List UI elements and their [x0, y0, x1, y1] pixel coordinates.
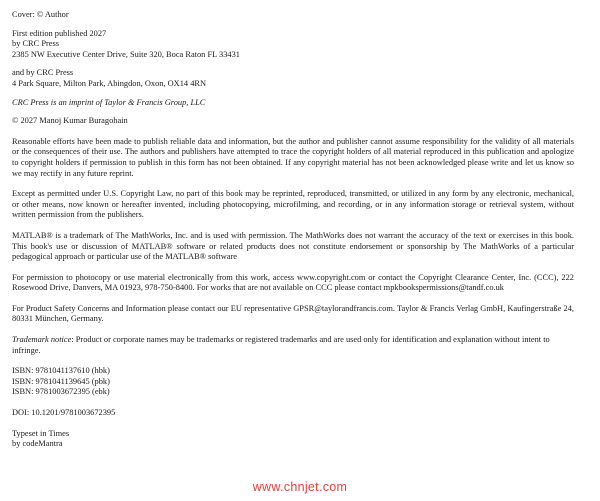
- copyright-page: [12, 10, 574, 450]
- trademark-notice-paragraph: [12, 335, 574, 356]
- uk-publisher-line: and by CRC Press: [12, 68, 74, 78]
- typeset-font-line: Typeset in Times: [12, 428, 70, 438]
- doi-line: DOI: 10.1201/9781003672395: [12, 408, 116, 418]
- publisher-line: by CRC Press: [12, 39, 60, 49]
- imprint-statement: CRC Press is an imprint of Taylor & Francis Group, LLC: [12, 97, 206, 107]
- permissions-paragraph: For permission to photocopy or use material electronically from this work, access www.copyright.com or contact the Copyright Clearance Center, Inc. (CCC), 222 Rosewood Drive, Danvers, MA 01923, 978-750-8400. For works that are not available on CCC please contact mpkbookspermissions@tandf.co.uk: [12, 272, 574, 293]
- product-safety-paragraph: For Product Safety Concerns and Information please contact our EU representative GPSR@taylorandfrancis.com. Taylor & Francis Verlag GmbH, Kaufingerstraße 24, 80331 München, Germany.: [12, 303, 574, 324]
- uk-address-line: 4 Park Square, Milton Park, Abingdon, Oxon, OX14 4RN: [12, 78, 207, 88]
- site-watermark: www.chnjet.com: [252, 480, 348, 494]
- copyright-law-paragraph: Except as permitted under U.S. Copyright Law, no part of this book may be reprinted, reproduced, transmitted, or utilized in any form by any electronic, mechanical, or other means, now known or hereafter invented, including photocopying, microfilming, and recording, or in any information storage or retrieval system, without written permission from the publishers.: [12, 189, 574, 220]
- edition-line: First edition published 2027: [12, 28, 107, 38]
- uk-address-block: [12, 68, 574, 89]
- isbn-hbk: ISBN: 9781041137610 (hbk): [12, 366, 110, 376]
- copyright-notice: © 2027 Manoj Kumar Buragohain: [12, 116, 128, 126]
- reasonable-efforts-paragraph: Reasonable efforts have been made to publish reliable data and information, but the author and publisher cannot assume responsibility for the validity of all materials or the consequences of their use. The authors and publishers have attempted to trace the copyright holders of all material reproduced in this publication and apologize to copyright holders if permission to publish in this form has not been obtained. If any copyright material has not been acknowledged please write and let us know so we may rectify in any future reprint.: [12, 136, 574, 178]
- cover-credit: Cover: © Author: [12, 10, 69, 19]
- typeset-block: [12, 429, 574, 450]
- isbn-list: [12, 366, 574, 398]
- isbn-pbk: ISBN: 9781041139645 (pbk): [12, 376, 110, 386]
- trademark-notice-label: Trademark notice: [12, 335, 72, 345]
- us-address-line: 2385 NW Executive Center Drive, Suite 320, Boca Raton FL 33431: [12, 49, 240, 59]
- isbn-ebk: ISBN: 9781003672395 (ebk): [12, 387, 110, 397]
- matlab-trademark-paragraph: MATLAB® is a trademark of The MathWorks, Inc. and is used with permission. The MathWorks does not warrant the accuracy of the text or exercises in this book. This book's use or discussion of MATLAB® software or related products does not constitute endorsement or sponsorship by The MathWorks of a particular pedagogical approach or particular use of the MATLAB® software: [12, 230, 574, 262]
- trademark-notice-text: : Product or corporate names may be trademarks or registered trademarks and are used only for identification and explanation without intent to infringe.: [12, 335, 550, 355]
- first-edition-block: [12, 29, 574, 61]
- typeset-by-line: by codeMantra: [12, 439, 63, 449]
